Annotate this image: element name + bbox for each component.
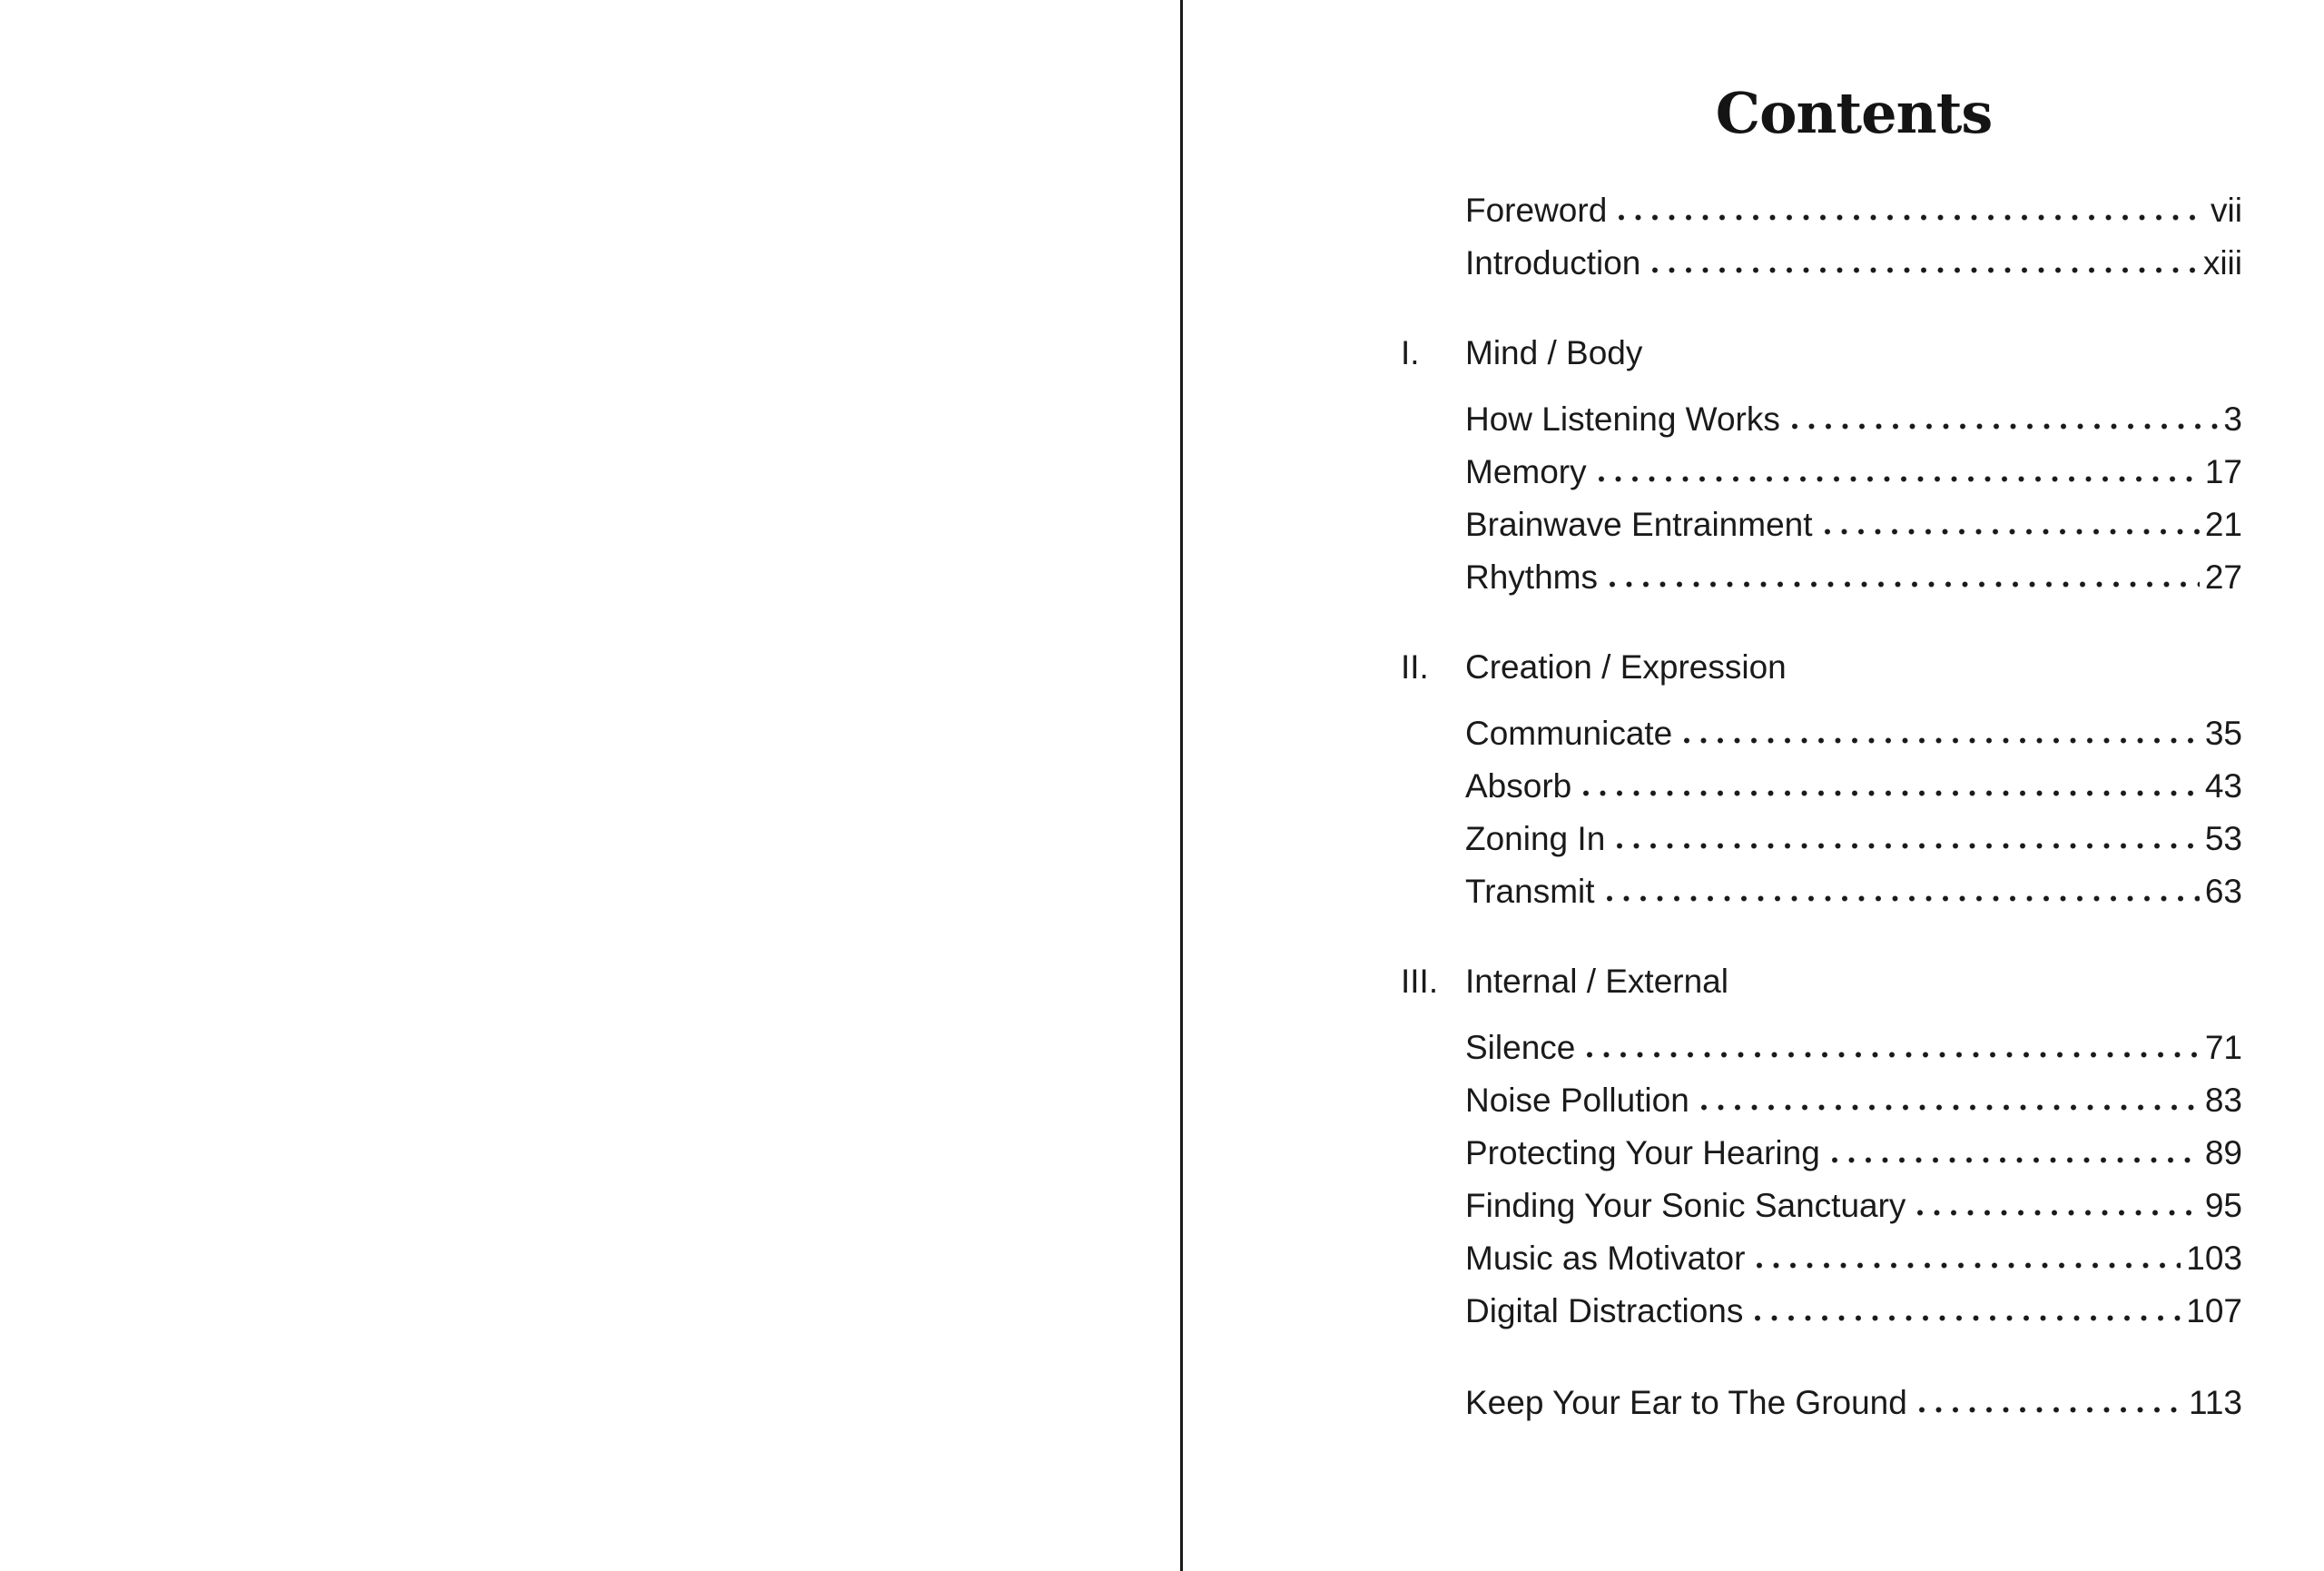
toc-entry-label: Communicate <box>1465 715 1673 752</box>
dot-leader <box>1916 1209 2199 1217</box>
toc-entry <box>1465 865 2242 918</box>
toc-entry <box>1465 1377 2242 1429</box>
page-number: 89 <box>2204 1134 2242 1171</box>
toc-entry <box>1465 551 2242 604</box>
toc-entry <box>1465 237 2242 290</box>
section-heading <box>1401 955 2242 1008</box>
toc-entry-label: Absorb <box>1465 767 1572 805</box>
dot-leader <box>1754 1314 2181 1322</box>
page-divider <box>1180 0 1183 1571</box>
section-numeral: III. <box>1401 963 1439 1000</box>
toc-entry-label: Keep Your Ear to The Ground <box>1465 1384 1907 1421</box>
page-number: 21 <box>2204 506 2242 543</box>
page-number: vii <box>2211 192 2242 229</box>
dot-leader <box>1700 1103 2200 1112</box>
dot-leader <box>1586 1051 2199 1059</box>
toc-entry <box>1465 446 2242 499</box>
section-numeral: II. <box>1401 648 1429 686</box>
toc-entry <box>1465 760 2242 813</box>
toc-entry <box>1465 499 2242 551</box>
toc-entry <box>1465 707 2242 760</box>
dot-leader <box>1683 736 2200 745</box>
toc-entry-label: Music as Motivator <box>1465 1240 1746 1277</box>
toc-entry-label: Digital Distractions <box>1465 1292 1744 1329</box>
page-number: 63 <box>2204 873 2242 910</box>
page-number: 103 <box>2186 1240 2242 1277</box>
toc-entry-label: Memory <box>1465 453 1587 490</box>
section-heading <box>1401 327 2242 380</box>
toc-entry-label: Finding Your Sonic Sanctuary <box>1465 1187 1906 1224</box>
dot-leader <box>1651 266 2197 274</box>
dot-leader <box>1582 789 2200 797</box>
page-number: 27 <box>2204 558 2242 596</box>
toc-entry <box>1465 1232 2242 1285</box>
toc-entry-label: Zoning In <box>1465 820 1606 857</box>
section-title: Mind / Body <box>1465 334 1643 371</box>
page-number: 107 <box>2186 1292 2242 1329</box>
dot-leader <box>1606 894 2200 903</box>
page-number: 83 <box>2204 1082 2242 1119</box>
toc-entry <box>1465 1180 2242 1232</box>
page-number: 113 <box>2189 1384 2242 1421</box>
dot-leader <box>1831 1156 2200 1164</box>
dot-leader <box>1756 1261 2181 1270</box>
toc-entry-label: Noise Pollution <box>1465 1082 1689 1119</box>
dot-leader <box>1918 1406 2183 1414</box>
toc-entry <box>1465 1074 2242 1127</box>
dot-leader <box>1791 422 2219 430</box>
toc-entry <box>1465 813 2242 865</box>
dot-leader <box>1618 213 2205 222</box>
dot-leader <box>1616 842 2200 850</box>
toc-entry-label: Foreword <box>1465 192 1608 229</box>
page-number: 35 <box>2204 715 2242 752</box>
toc-entry <box>1465 1285 2242 1338</box>
toc-entry-label: Transmit <box>1465 873 1595 910</box>
toc-entry <box>1465 1127 2242 1180</box>
dot-leader <box>1609 580 2200 588</box>
toc-entry <box>1465 1022 2242 1074</box>
page-number: 43 <box>2204 767 2242 805</box>
toc-entry <box>1465 393 2242 446</box>
contents-page <box>1401 0 2242 1571</box>
page-number: 3 <box>2223 400 2242 438</box>
dot-leader <box>1598 475 2200 483</box>
toc-entry-label: Rhythms <box>1465 558 1598 596</box>
toc-entry-label: Protecting Your Hearing <box>1465 1134 1820 1171</box>
page-number: xiii <box>2202 244 2242 282</box>
toc-entry-label: Brainwave Entrainment <box>1465 506 1813 543</box>
section-numeral: I. <box>1401 334 1420 371</box>
toc-entry-label: Silence <box>1465 1029 1576 1066</box>
page-number: 71 <box>2204 1029 2242 1066</box>
section-title: Internal / External <box>1465 963 1728 1000</box>
toc-entry-label: How Listening Works <box>1465 400 1780 438</box>
toc-entry-label: Introduction <box>1465 244 1641 282</box>
dot-leader <box>1824 528 2200 536</box>
page-number: 17 <box>2204 453 2242 490</box>
page-number: 95 <box>2204 1187 2242 1224</box>
section-title: Creation / Expression <box>1465 648 1787 686</box>
section-heading <box>1401 641 2242 694</box>
toc-entry <box>1465 184 2242 237</box>
contents-title: Contents <box>1715 80 1993 146</box>
page-number: 53 <box>2204 820 2242 857</box>
